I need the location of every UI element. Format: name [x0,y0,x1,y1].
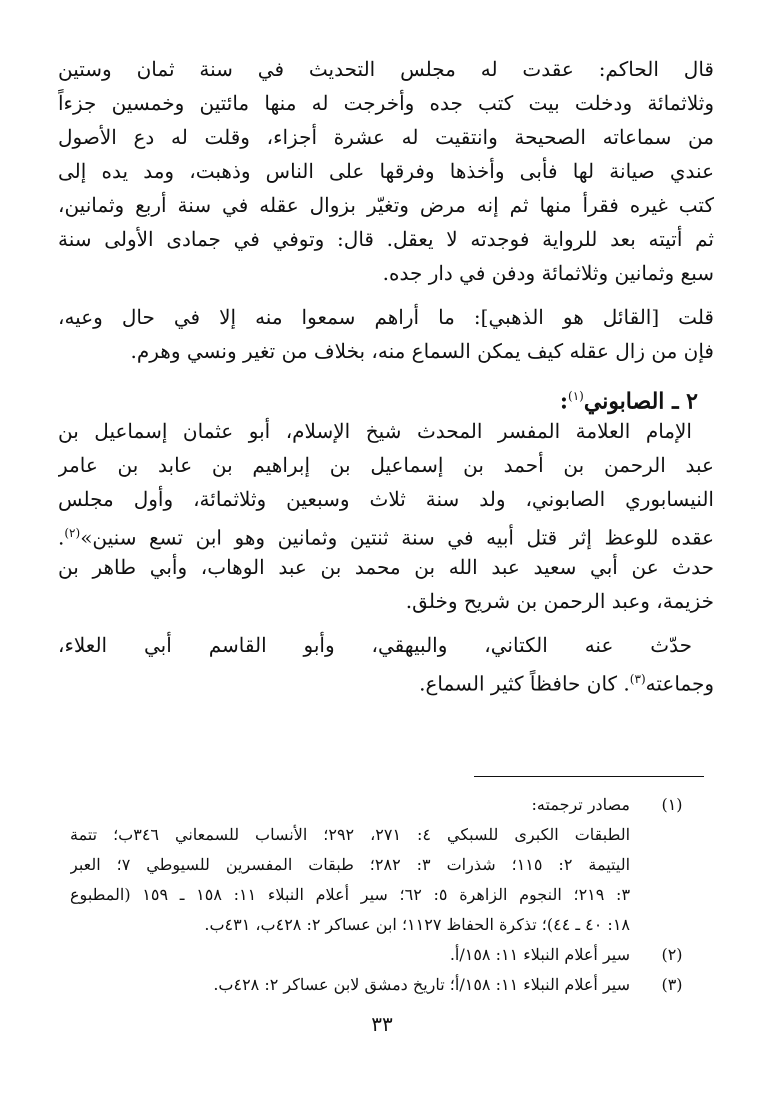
text-line: الإمام العلامة المفسر المحدث شيخ الإسلام، أبو عثمان إسماعيل بن [58,419,692,443]
text-line: النيسابوري الصابوني، ولد سنة ثلاث وسبعين وثلاثمائة، وأول مجلس [58,487,714,511]
footnote-ref[interactable]: (١) [568,389,584,403]
text-line: ثم أتيته بعد للرواية فوجدته لا يعقل. قال: وتوفي في جمادى الأولى سنة [58,227,714,251]
text-segment: عقده للوعظ إثر قتل أبيه في سنة ثنتين وثمانين وهو ابن تسع سنين» [80,525,714,550]
footnote-1 [70,790,694,940]
text-line: وثلاثمائة ودخلت بيت كتب جده وأخرجت له منها مائتين وخمسين جزءاً [58,91,714,115]
footnotes [70,790,694,1000]
paragraph-hakim [58,52,714,290]
heading-suffix: : [559,388,569,415]
footnote-line: الطبقات الكبرى للسبكي ٤: ٢٧١، ٢٩٢؛ الأنساب للسمعاني ٣٤٦ب؛ تتمة [70,825,630,844]
text-line: حدث عن أبي سعيد عبد الله بن محمد بن عبد الوهاب، وأبي طاهر بن [58,555,714,579]
footnote-line: سير أعلام النبلاء ١١: ١٥٨/أ. [449,945,630,964]
footnote-line: سير أعلام النبلاء ١١: ١٥٨/أ؛ تاريخ دمشق لابن عساكر ٢: ٤٢٨ب. [213,975,630,994]
text-segment: . كان حافظاً كثير السماع. [419,671,630,696]
text-line: من سماعاته الصحيحة وانتقيت له عشرة أجزاء، وقلت له دع الأصول [58,125,714,149]
footnote-number: (٢) [661,945,683,964]
footnote-ref[interactable]: (٣) [629,672,646,686]
text-line: سبع وثمانين وثلاثمائة ودفن في دار جده. [382,261,714,285]
paragraph-students [58,628,714,696]
footnote-2 [70,940,694,970]
text-line: عندي صيانة لها فأبى وأخذها وفرقها على الناس وذهبت، ومد يده إلى [58,159,714,183]
paragraph-dhahabi [58,300,714,368]
footnote-divider [474,776,704,777]
text-line: خزيمة، وعبد الرحمن بن شريح وخلق. [405,589,714,613]
text-line: فإن من زال عقله كيف يمكن السماع منه، بخلاف من تغير ونسي وهرم. [130,339,714,363]
main-text [58,52,714,696]
text-line: قلت [القائل هو الذهبي]: ما أراهم سمعوا منه إلا في حال وعيه، [58,305,714,329]
text-segment: وجماعته [645,671,714,696]
page-number: ٣٣ [371,1012,393,1036]
text-line: قال الحاكم: عقدت له مجلس التحديث في سنة ثمان وستين [58,57,714,81]
footnote-number: (١) [661,795,683,814]
footnote-line: اليتيمة ٢: ١١٥؛ شذرات ٣: ٢٨٢؛ طبقات المفسرين للسيوطي ٧؛ العبر [70,855,630,874]
footnote-line: ١٨: ٤٠ ـ ٤٤)؛ تذكرة الحفاظ ١١٢٧؛ ابن عساكر ٢: ٤٢٨ب، ٤٣١ب. [204,915,630,934]
footnote-3 [70,970,694,1000]
footnote-number: (٣) [661,975,683,994]
section-heading [58,378,714,414]
footnote-line: ٣: ٢١٩؛ النجوم الزاهرة ٥: ٦٢؛ سير أعلام النبلاء ١١: ١٥٨ ـ ١٥٩ (المطبوع [70,885,630,904]
text-line: كتب غيره فقرأ منها ثم إنه مرض وتغيّر بزوال عقله في سنة أربع وثمانين، [58,193,714,217]
text-segment: . [58,525,65,550]
heading-text: ٢ ـ الصابوني [583,388,698,415]
text-line [58,516,714,550]
footnote-line: مصادر ترجمته: [531,795,630,814]
text-line: عبد الرحمن بن أحمد بن إسماعيل بن إبراهيم بن عابد بن عامر [58,453,714,477]
text-line: حدّث عنه الكتاني، والبيهقي، وأبو القاسم أبي العلاء، [58,633,692,657]
paragraph-biography [58,414,714,618]
footnote-ref[interactable]: (٢) [64,526,81,540]
text-line [58,662,714,696]
